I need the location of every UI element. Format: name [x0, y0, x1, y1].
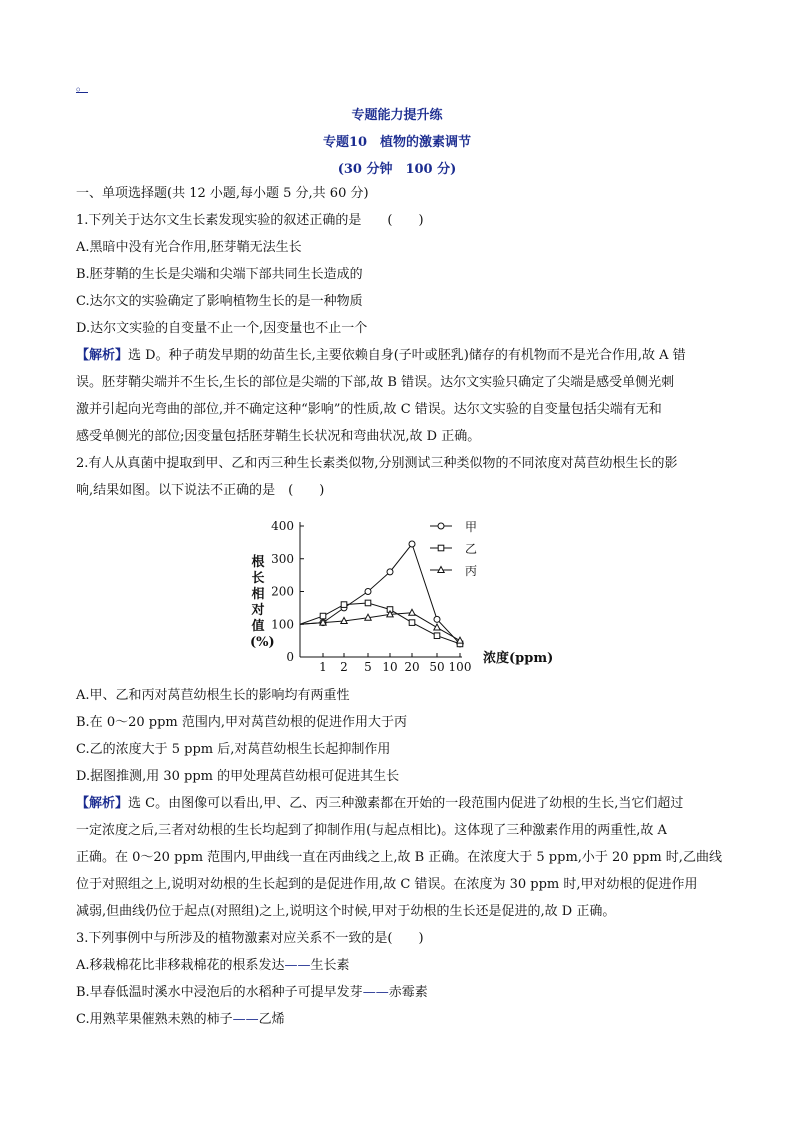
- x-tick-label: 10: [382, 660, 398, 672]
- legend-label: 甲: [465, 520, 478, 534]
- x-tick-label: 1: [319, 660, 327, 672]
- option-text: C.用熟苹果催熟未熟的柿子: [76, 1012, 233, 1027]
- q1-stem: 1.下列关于达尔文生长素发现实验的叙述正确的是 ( ): [76, 213, 424, 228]
- legend-label: 丙: [465, 564, 478, 578]
- q1-option-d: D.达尔文实验的自变量不止一个,因变量也不止一个: [76, 321, 368, 336]
- y-tick-label: 100: [271, 617, 294, 632]
- q2-analysis-line-1: [76, 796, 683, 812]
- dash: ——: [362, 985, 389, 1000]
- data-point-square: [365, 600, 371, 606]
- q1-analysis-line-3: 激并引起向光弯曲的部位,并不确定这种“影响”的性质,故 C 错误。达尔文实验的自变量包括尖端有无和: [76, 402, 662, 417]
- dash: ——: [232, 1012, 259, 1027]
- q1-analysis-line-1: [76, 348, 686, 364]
- data-point-square: [434, 633, 440, 639]
- data-point-square: [409, 620, 415, 626]
- x-tick-label: 2: [340, 660, 348, 672]
- data-point-circle: [365, 589, 371, 595]
- q3-option-b: [76, 985, 428, 1001]
- q2-analysis-line-4: 位于对照组之上,说明对幼根的生长起到的是促进作用,故 C 错误。在浓度为 30 ppm 时,甲对幼根的促进作用: [76, 877, 698, 892]
- part-heading: 一、单项选择题(共 12 小题,每小题 5 分,共 60 分): [76, 186, 369, 201]
- data-point-triangle: [434, 624, 440, 630]
- q2-option-d: D.据图推测,用 30 ppm 的甲处理莴苣幼根可促进其生长: [76, 769, 400, 784]
- data-point-square: [341, 602, 347, 608]
- x-tick-label: 100: [448, 660, 472, 672]
- q1-option-b: B.胚芽鞘的生长是尖端和尖端下部共同生长造成的: [76, 267, 363, 282]
- legend-marker: [438, 523, 444, 529]
- q2-analysis-line-2: 一定浓度之后,三者对幼根的生长均起到了抑制作用(与起点相比)。这体现了三种激素作用的两重性,故 A: [76, 823, 667, 838]
- q2-stem-line-2: 响,结果如图。以下说法不正确的是 ( ): [76, 483, 325, 498]
- analysis-tag: 【解析】: [76, 796, 129, 811]
- y-axis-label: 根长相对值(%): [250, 555, 275, 650]
- analysis-tag: 【解析】: [76, 348, 129, 363]
- q2-option-b: B.在 0～20 ppm 范围内,甲对莴苣幼根的促进作用大于丙: [76, 715, 407, 730]
- y-tick-label: 400: [271, 519, 294, 533]
- q2-stem-line-1: 2.有人从真菌中提取到甲、乙和丙三种生长素类似物,分别测试三种类似物的不同浓度对莴苣幼根生长的影: [76, 456, 678, 471]
- q1-option-c: C.达尔文的实验确定了影响植物生长的是一种物质: [76, 294, 363, 309]
- x-axis-label: 浓度(ppm): [483, 651, 554, 666]
- legend-marker: [438, 545, 444, 551]
- q2-option-c: C.乙的浓度大于 5 ppm 后,对莴苣幼根生长起抑制作用: [76, 742, 391, 757]
- y-tick-label: 300: [271, 551, 294, 566]
- q1-option-a: A.黑暗中没有光合作用,胚芽鞘无法生长: [76, 240, 302, 255]
- legend-label: 乙: [465, 542, 478, 556]
- x-tick-label: 5: [364, 660, 372, 672]
- option-answer: 赤霉素: [388, 985, 428, 1000]
- q2-analysis-line-3: 正确。在 0～20 ppm 范围内,甲曲线一直在丙曲线之上,故 B 正确。在浓度大于 5 ppm,小于 20 ppm 时,乙曲线: [76, 850, 722, 865]
- option-text: B.早春低温时溪水中浸泡后的水稻种子可提早发芽: [76, 985, 363, 1000]
- option-text: A.移栽棉花比非移栽棉花的根系发达: [76, 958, 285, 973]
- time-score: (30 分钟 100 分): [337, 162, 457, 177]
- y-tick-label: 200: [271, 584, 294, 599]
- x-tick-label: 50: [429, 660, 445, 672]
- q1-analysis-line-2: 误。胚芽鞘尖端并不生长,生长的部位是尖端的下部,故 B 错误。达尔文实验只确定了尖端是感受单侧光刺: [76, 375, 675, 390]
- q2-analysis-line-5: 减弱,但曲线仍位于起点(对照组)之上,说明这个时候,甲对于幼根的生长还是促进的,故 D 正确。: [76, 904, 616, 919]
- data-point-circle: [387, 569, 393, 575]
- option-answer: 乙烯: [258, 1012, 285, 1027]
- corner-mark: 。: [76, 79, 89, 93]
- dash: ——: [284, 958, 311, 973]
- data-point-triangle: [457, 637, 463, 643]
- q3-option-c: [76, 1012, 285, 1028]
- page-title: 专题10 植物的激素调节: [322, 135, 472, 150]
- analysis-text: 选 C。由图像可以看出,甲、乙、丙三种激素都在开始的一段范围内促进了幼根的生长,当它们超过: [128, 796, 684, 811]
- q3-option-a: [76, 958, 350, 974]
- data-point-circle: [409, 541, 415, 547]
- q3-stem: 3.下列事例中与所涉及的植物激素对应关系不一致的是( ): [76, 931, 424, 946]
- q2-option-a: A.甲、乙和丙对莴苣幼根生长的影响均有两重性: [76, 688, 350, 703]
- option-answer: 生长素: [310, 958, 350, 973]
- data-point-square: [320, 613, 326, 619]
- analysis-text: 选 D。种子萌发早期的幼苗生长,主要依赖自身(子叶或胚乳)储存的有机物而不是光合作用,故 A 错: [128, 348, 686, 363]
- data-point-triangle: [409, 609, 415, 615]
- section-title: 专题能力提升练: [351, 108, 443, 123]
- y-tick-label: 0: [286, 650, 294, 664]
- data-point-circle: [434, 616, 440, 622]
- q1-analysis-line-4: 感受单侧光的部位;因变量包括胚芽鞘生长状况和弯曲状况,故 D 正确。: [76, 429, 481, 444]
- x-tick-label: 20: [404, 660, 420, 672]
